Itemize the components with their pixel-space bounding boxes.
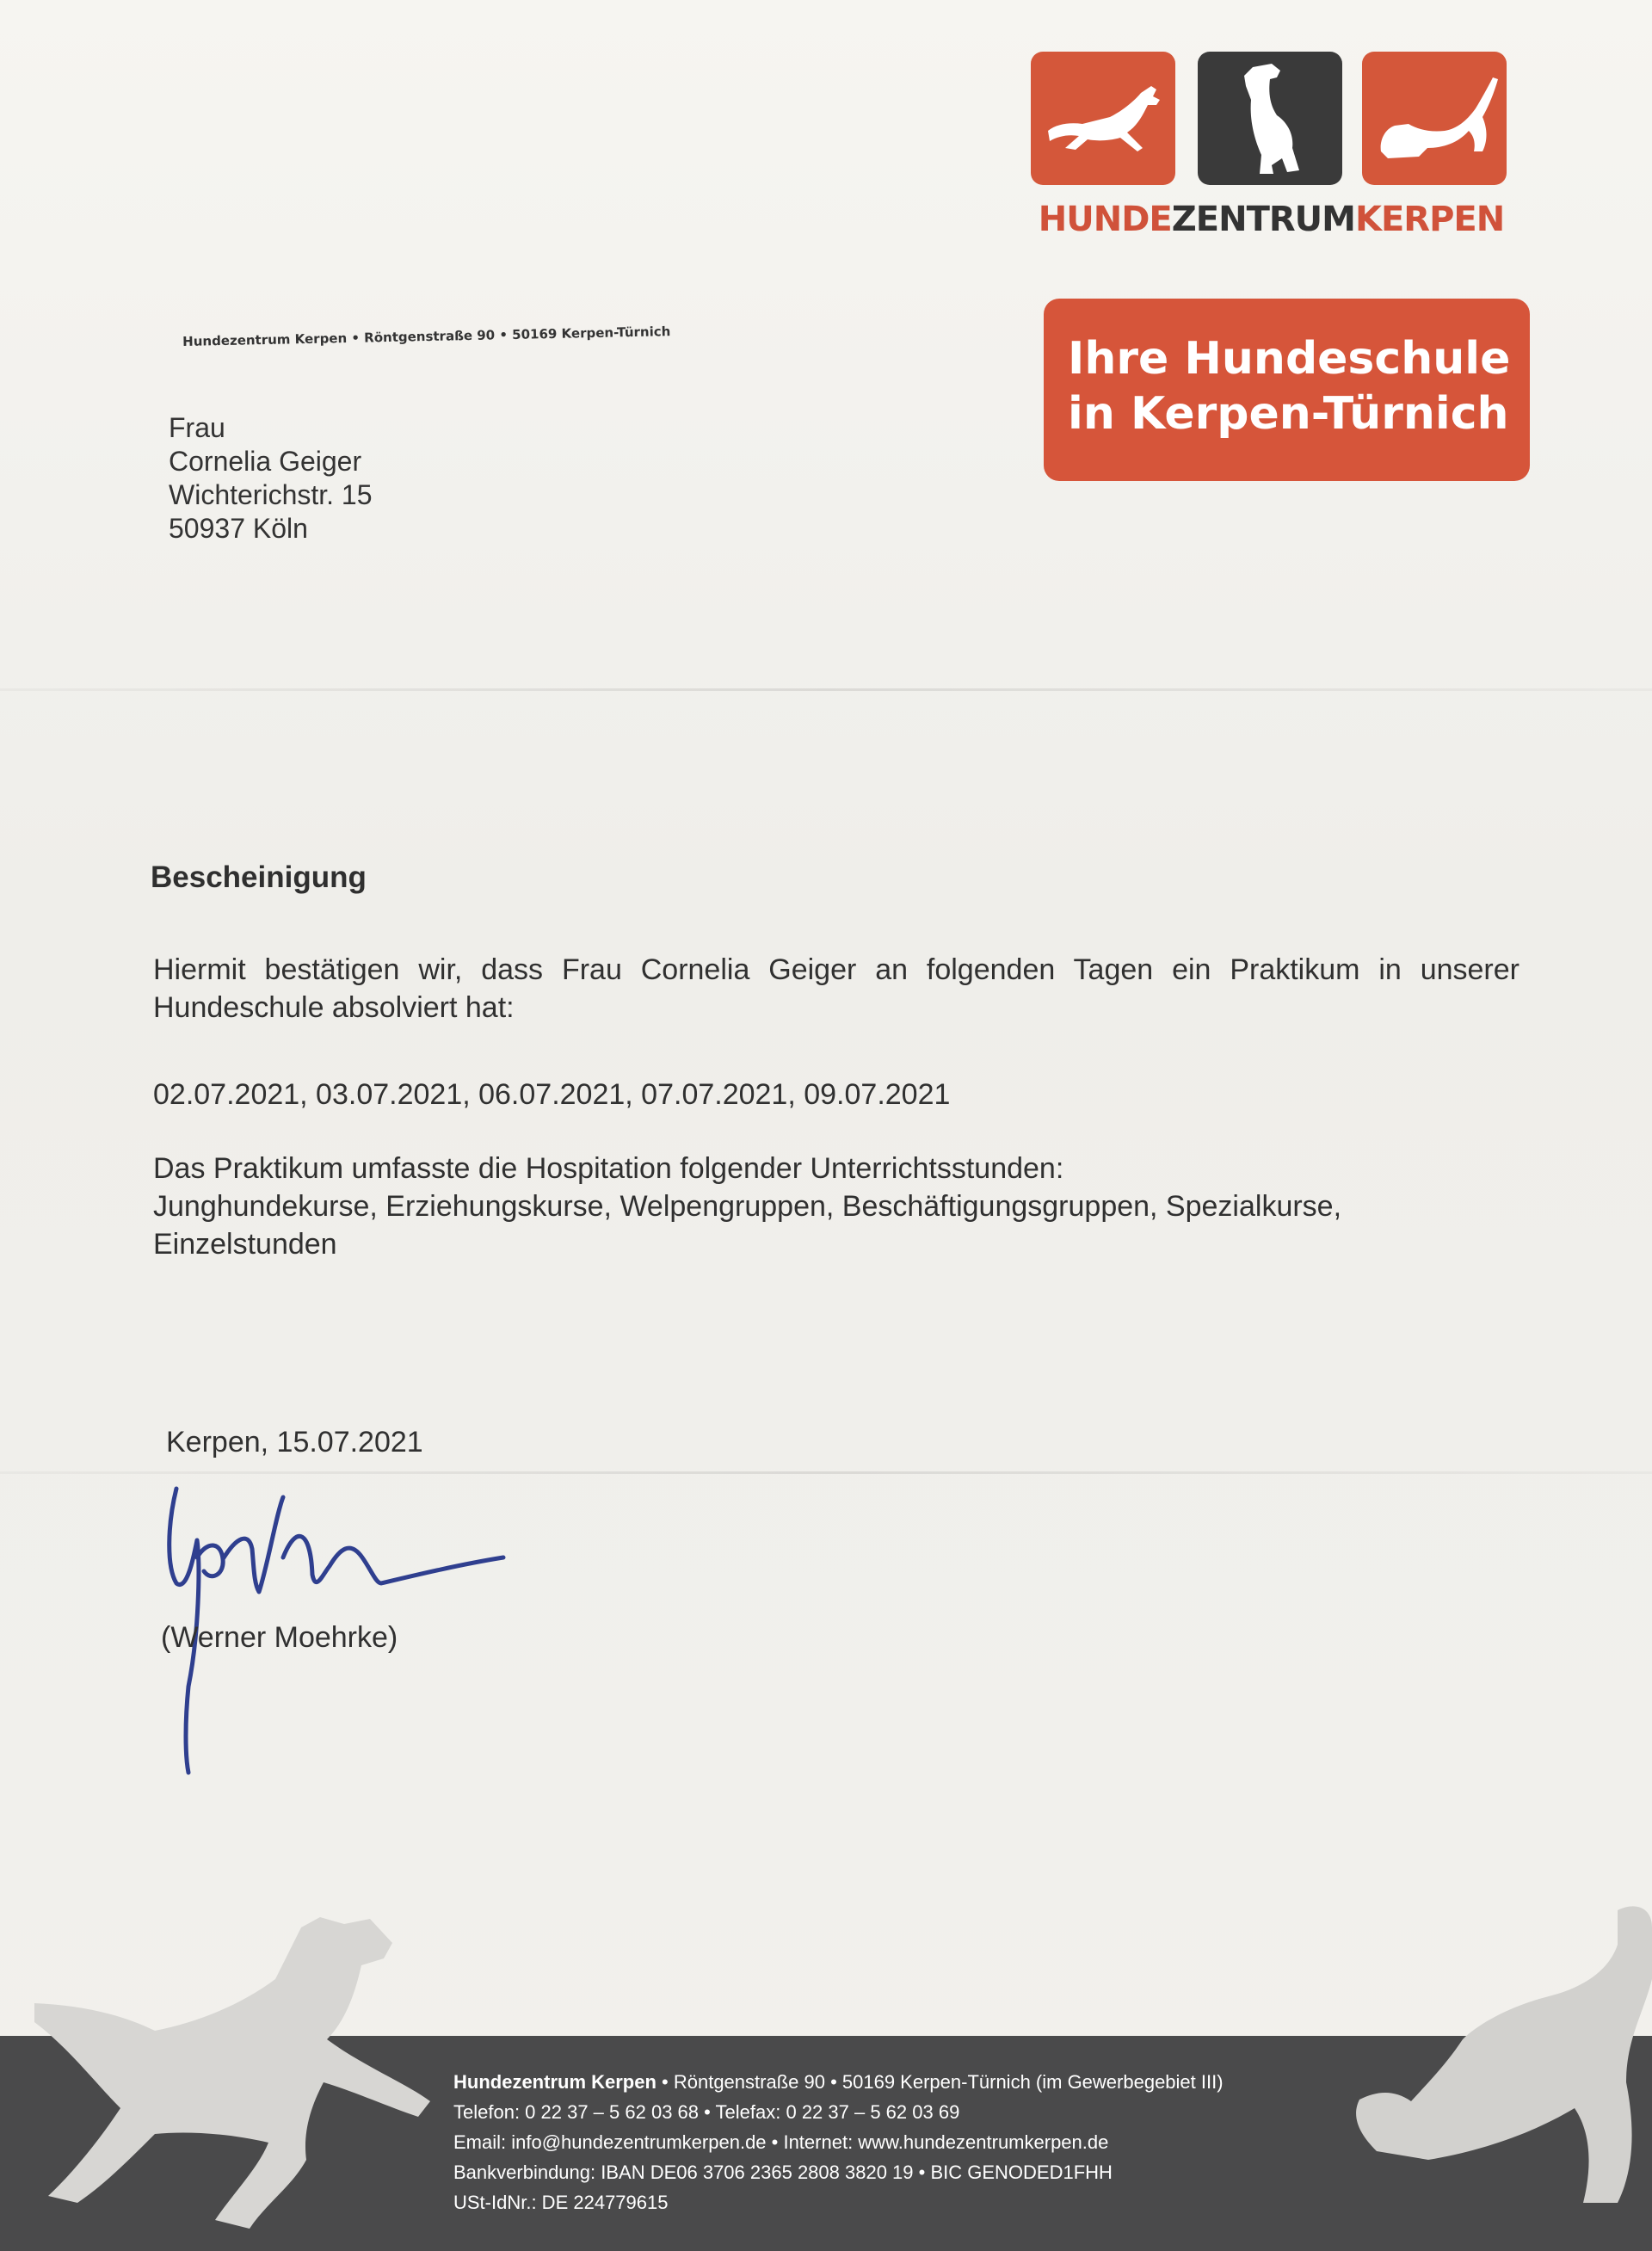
footer-vat: USt-IdNr.: DE 224779615 xyxy=(453,2192,669,2213)
signer-name: (Werner Moehrke) xyxy=(161,1621,398,1654)
sitting-dog-icon xyxy=(1198,52,1342,185)
slogan-box xyxy=(1044,299,1530,481)
company-logo xyxy=(1028,52,1514,250)
recipient-city: 50937 Köln xyxy=(169,513,308,544)
footer-address: • Röntgenstraße 90 • 50169 Kerpen-Türnich (im Gewerbegebiet III) xyxy=(656,2071,1224,2093)
confirmation-paragraph: Hiermit bestätigen wir, dass Frau Cornelia Geiger an folgenden Tagen ein Praktikum in unserer Hundeschule absolviert hat: xyxy=(153,953,1519,1024)
logo-word-zentrum: ZENTRUM xyxy=(1171,200,1355,239)
logo-word-hunde: HUNDE xyxy=(1038,200,1172,239)
playing-dog-icon xyxy=(1362,52,1507,185)
course-intro: Das Praktikum umfasste die Hospitation folgender Unterrichtsstunden: xyxy=(153,1152,1064,1185)
footer-company-name: Hundezentrum Kerpen xyxy=(453,2071,656,2093)
running-dog-icon xyxy=(1031,52,1175,185)
sender-return-address: Hundezentrum Kerpen • Röntgenstraße 90 • 50169 Kerpen-Türnich xyxy=(182,324,671,349)
recipient-salutation: Frau xyxy=(169,412,225,443)
footer-contact-info xyxy=(453,2067,1224,2217)
footer-web: Email: info@hundezentrumkerpen.de • Internet: www.hundezentrumkerpen.de xyxy=(453,2131,1109,2153)
recipient-address xyxy=(169,411,373,546)
letter-subject: Bescheinigung xyxy=(151,860,367,894)
slogan-line-1: Ihre Hundeschule xyxy=(1068,333,1511,385)
course-list: Junghundekurse, Erziehungskurse, Welpengruppen, Beschäftigungsgruppen, Spezialkurse, Einzelstunden xyxy=(153,1190,1342,1261)
internship-dates: 02.07.2021, 03.07.2021, 06.07.2021, 07.07.2021, 09.07.2021 xyxy=(153,1078,951,1111)
recipient-name: Cornelia Geiger xyxy=(169,446,362,477)
footer-phone: Telefon: 0 22 37 – 5 62 03 68 • Telefax: 0 22 37 – 5 62 03 69 xyxy=(453,2101,960,2123)
slogan-line-2: in Kerpen-Türnich xyxy=(1068,388,1509,440)
logo-wordmark xyxy=(1028,200,1514,239)
footer-bank: Bankverbindung: IBAN DE06 3706 2365 2808 3820 19 • BIC GENODED1FHH xyxy=(453,2162,1113,2183)
recipient-street: Wichterichstr. 15 xyxy=(169,479,373,510)
place-date: Kerpen, 15.07.2021 xyxy=(166,1426,423,1459)
course-paragraph xyxy=(153,1150,1530,1263)
logo-word-kerpen: KERPEN xyxy=(1354,200,1505,239)
footer-address-line xyxy=(453,2067,1224,2097)
paper-fold-line xyxy=(0,688,1652,691)
